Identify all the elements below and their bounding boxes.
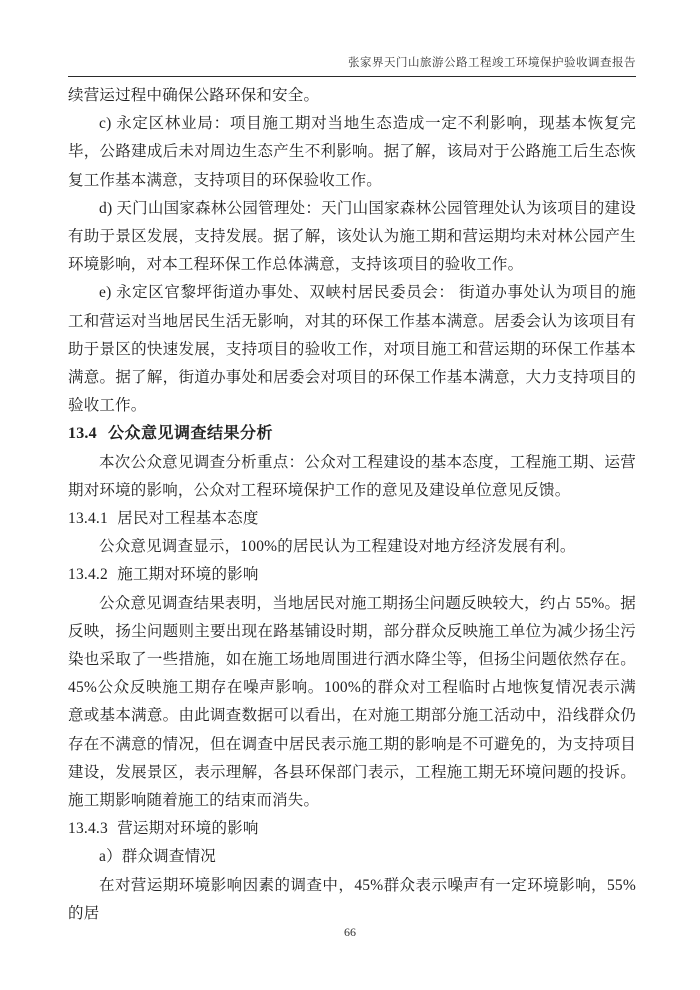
page-number: 66 <box>344 925 356 939</box>
document-body <box>68 82 636 928</box>
paragraph: 在对营运期环境影响因素的调查中，45%群众表示噪声有一定环境影响，55%的居 <box>68 876 636 922</box>
paragraph: e) 永定区官黎坪街道办事处、双峡村居民委员会： 街道办事处认为项目的施工和营运对当地居民生活无影响，对其的环保工作基本满意。居委会认为该项目有助于景区的快速发展，支持项目的验收工作，对项目施工和营运期的环保工作基本满意。据了解，街道办事处和居委会对项目的环保工作基本满意，大力支持项目的验收工作。 <box>68 284 636 415</box>
section-title: 公众意见调查结果分析 <box>108 425 274 443</box>
paragraph: d) 天门山国家森林公园管理处：天门山国家森林公园管理处认为该项目的建设有助于景区发展，支持发展。据了解，该处认为施工期和营运期均未对林公园产生环境影响，对本工程环保工作总体满意，支持该项目的验收工作。 <box>68 199 636 274</box>
section-heading <box>68 815 636 843</box>
paragraph: 续营运过程中确保公路环保和安全。 <box>68 87 320 104</box>
section-title: 营运期对环境的影响 <box>117 820 259 838</box>
paragraph: 公众意见调查结果表明，当地居民对施工期扬尘问题反映较大，约占 55%。据反映，扬尘问题则主要出现在路基铺设时期，部分群众反映施工单位为减少扬尘污染也采取了一些措施，如在施工场地周围进行洒水降尘等，但扬尘问题依然存在。45%公众反映施工期存在噪声影响。100%的群众对工程临时占地恢复情况表示满意或基本满意。由此调查数据可以看出，在对施工期部分施工活动中，沿线群众仍存在不满意的情况，但在调查中居民表示施工期的影响是不可避免的，为支持项目建设，发展景区，表示理解，各县环保部门表示，工程施工期无环境问题的投诉。施工期影响随着施工的结束而消失。 <box>68 594 636 810</box>
paragraph: 本次公众意见调查分析重点：公众对工程建设的基本态度，工程施工期、运营期对环境的影响，公众对工程环境保护工作的意见及建设单位意见反馈。 <box>68 453 636 499</box>
section-number: 13.4.2 <box>68 566 108 584</box>
section-heading <box>68 420 636 448</box>
section-number: 13.4.3 <box>68 820 108 838</box>
section-heading <box>68 505 636 533</box>
section-number: 13.4 <box>68 425 97 443</box>
section-title: 居民对工程基本态度 <box>117 510 259 528</box>
header-rule <box>68 76 636 77</box>
paragraph: c) 永定区林业局：项目施工期对当地生态造成一定不利影响，现基本恢复完毕，公路建成后未对周边生态产生不利影响。据了解，该局对于公路施工后生态恢复工作基本满意，支持项目的环保验收工作。 <box>68 115 636 189</box>
paragraph: 公众意见调查显示，100%的居民认为工程建设对地方经济发展有利。 <box>99 538 576 556</box>
paragraph: a）群众调查情况 <box>99 848 216 866</box>
running-header-title: 张家界天门山旅游公路工程竣工环境保护验收调查报告 <box>348 57 636 69</box>
section-heading <box>68 561 636 589</box>
section-number: 13.4.1 <box>68 510 108 528</box>
section-title: 施工期对环境的影响 <box>117 566 259 584</box>
